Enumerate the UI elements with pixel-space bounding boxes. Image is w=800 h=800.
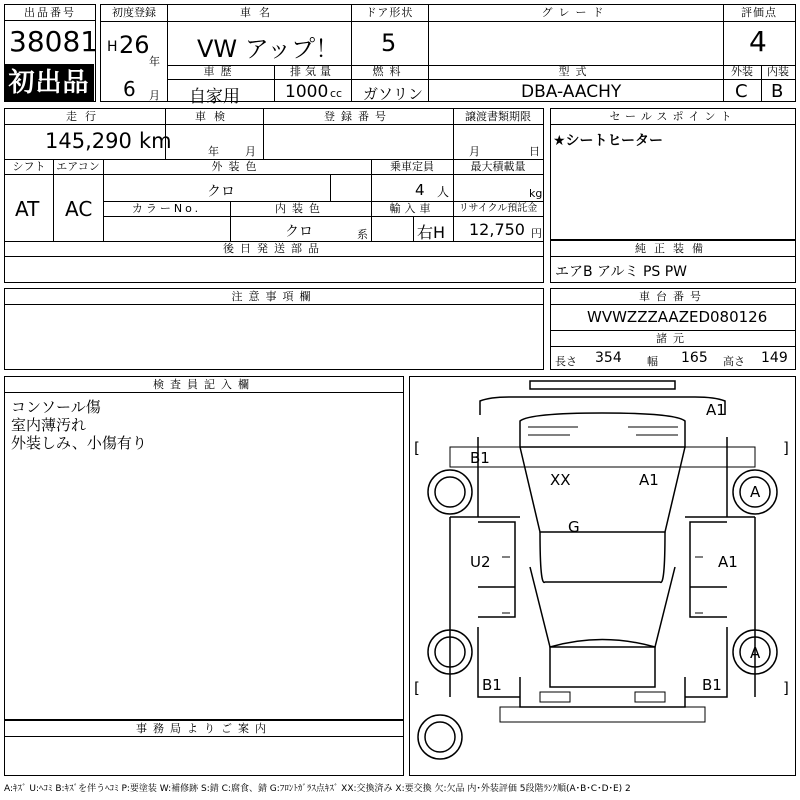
int-color-suffix: 系 [357,228,368,241]
spec-grid [4,108,544,283]
inspector-box [4,376,404,720]
ext-color: クロ [207,184,235,200]
header-grid [100,4,796,107]
fuel-label: 燃料 [372,65,407,78]
model-label: 型式 [558,65,593,78]
shift: AT [15,197,40,221]
int-color: クロ [285,224,313,240]
reg-number-label: 登録番号 [324,110,392,123]
bracket-left-top: [ [414,439,420,457]
exterior-label: 外装 [731,65,753,78]
color-no-label: カラーNo. [131,202,202,215]
office-label: 事務局よりご案内 [5,721,403,737]
aircon: AC [65,197,93,221]
grade-label: グレード [541,6,610,19]
doors: 5 [381,29,397,57]
exterior-score: C [735,81,748,102]
interior-label: 内装 [767,65,789,78]
door-label: ドア形状 [365,6,414,19]
shift-label: シフト [12,160,46,173]
recycle-unit: 円 [531,227,542,240]
displacement-unit: cc [330,87,343,100]
mark-roof-right: A1 [639,471,659,489]
sales-point-text: ★シートヒーター [553,133,663,149]
model: DBA-AACHY [521,82,622,102]
bracket-right-bottom: ] [783,679,789,697]
office-box [4,720,404,776]
mark-right-rear: B1 [702,676,722,694]
mark-right-rear-wheel: A [750,644,761,662]
transfer-day-unit: 日 [529,145,540,158]
score: 4 [749,25,767,58]
chassis-label: 車台番号 [551,289,795,305]
mark-right-door: A1 [718,553,738,571]
transfer-month-unit: 月 [469,145,480,158]
height-label: 高さ [723,355,745,368]
displacement: 1000 [285,82,329,102]
fuel: ガソリン [363,85,424,103]
chassis-box [550,288,796,370]
mark-front-bumper: A1 [706,401,726,419]
bracket-right-top: ] [783,439,789,457]
equipment-text: エアB アルミ PS PW [555,264,688,280]
capacity: 4 [415,181,425,199]
mark-left-front-fender: B1 [470,449,490,467]
inspector-line-2: 室内薄汚れ [11,416,87,434]
recycle-fee: 12,750 [469,220,525,239]
lot-number-label: 出品番号 [5,5,95,21]
inspector-line-1: コンソール傷 [11,398,101,416]
height: 149 [761,350,788,366]
score-label: 評価点 [741,6,777,19]
import-label: 輸入車 [389,202,435,215]
equipment-box [550,240,796,283]
ac-label: エアコン [56,160,100,173]
reg-month-unit: 月 [149,89,160,102]
era: H [107,39,118,55]
inspection-month-unit: 月 [245,145,256,158]
import-steering: 右H [417,223,446,242]
mark-glass: G [568,518,580,536]
reg-month: 6 [123,77,136,101]
mark-right-front-wheel: A [750,483,761,501]
width-label: 幅 [647,355,658,368]
recycle-label: リサイクル預託金 [458,203,538,214]
mileage-unit: km [139,129,172,153]
max-load-label: 最大積載量 [470,160,526,173]
sales-point-label: セールスポイント [551,109,795,125]
notes-box [4,288,544,370]
first-listing-badge: 初出品 [4,64,94,102]
inspector-label: 検査員記入欄 [5,377,403,393]
length-label: 長さ [555,355,577,368]
length: 354 [595,350,622,366]
displacement-label: 排気量 [290,65,335,78]
transfer-deadline-label: 譲渡書類期限 [465,110,531,123]
car-diagram-box [409,376,796,776]
later-parts-label: 後日発送部品 [5,241,543,257]
int-color-label: 内装色 [275,202,326,215]
car-name: VW アップ！ [197,35,340,63]
sales-point-box [550,108,796,240]
width: 165 [681,350,708,366]
reg-year-unit: 年 [149,55,160,68]
max-load-unit: kg [529,187,543,200]
mark-left-rear: B1 [482,676,502,694]
legend: A:ｷｽﾞ U:ﾍｺﾐ B:ｷｽﾞを伴うﾍｺﾐ P:要塗装 W:補修跡 S:錆 C:腐食、錆 G:ﾌﾛﾝﾄｶﾞﾗｽ点ｷｽﾞ XX:交換済み X:要交換 欠:欠品 内･外装評価 5段階ﾗﾝｸ順(A･B･C･D･E) 2 [4,784,631,794]
chassis-number: WVWZZZAAZED080126 [587,308,768,326]
mileage: 145,290 [45,129,132,153]
equipment-label: 純正装備 [551,241,795,257]
inspection-year-unit: 年 [208,145,219,158]
car-name-label: 車名 [240,6,278,19]
bracket-left-bottom: [ [414,679,420,697]
mark-roof-left: XX [550,471,571,489]
capacity-label: 乗車定員 [390,160,434,173]
reg-year: 26 [119,31,150,59]
first-reg-label: 初度登録 [112,6,156,19]
interior-score: B [771,81,784,102]
mark-left-door: U2 [470,553,491,571]
history-label: 車歴 [203,65,238,78]
history: 自家用 [189,87,240,107]
inspection-label: 車検 [195,110,233,123]
car-diagram [410,377,795,775]
inspector-line-3: 外装しみ、小傷有り [11,434,147,452]
ext-color-label: 外装色 [211,160,263,173]
notes-label: 注意事項欄 [5,289,543,305]
capacity-unit: 人 [437,185,450,199]
dimensions-label: 諸元 [551,330,795,347]
lot-number: 38081 [9,25,99,58]
mileage-label: 走行 [66,110,104,123]
